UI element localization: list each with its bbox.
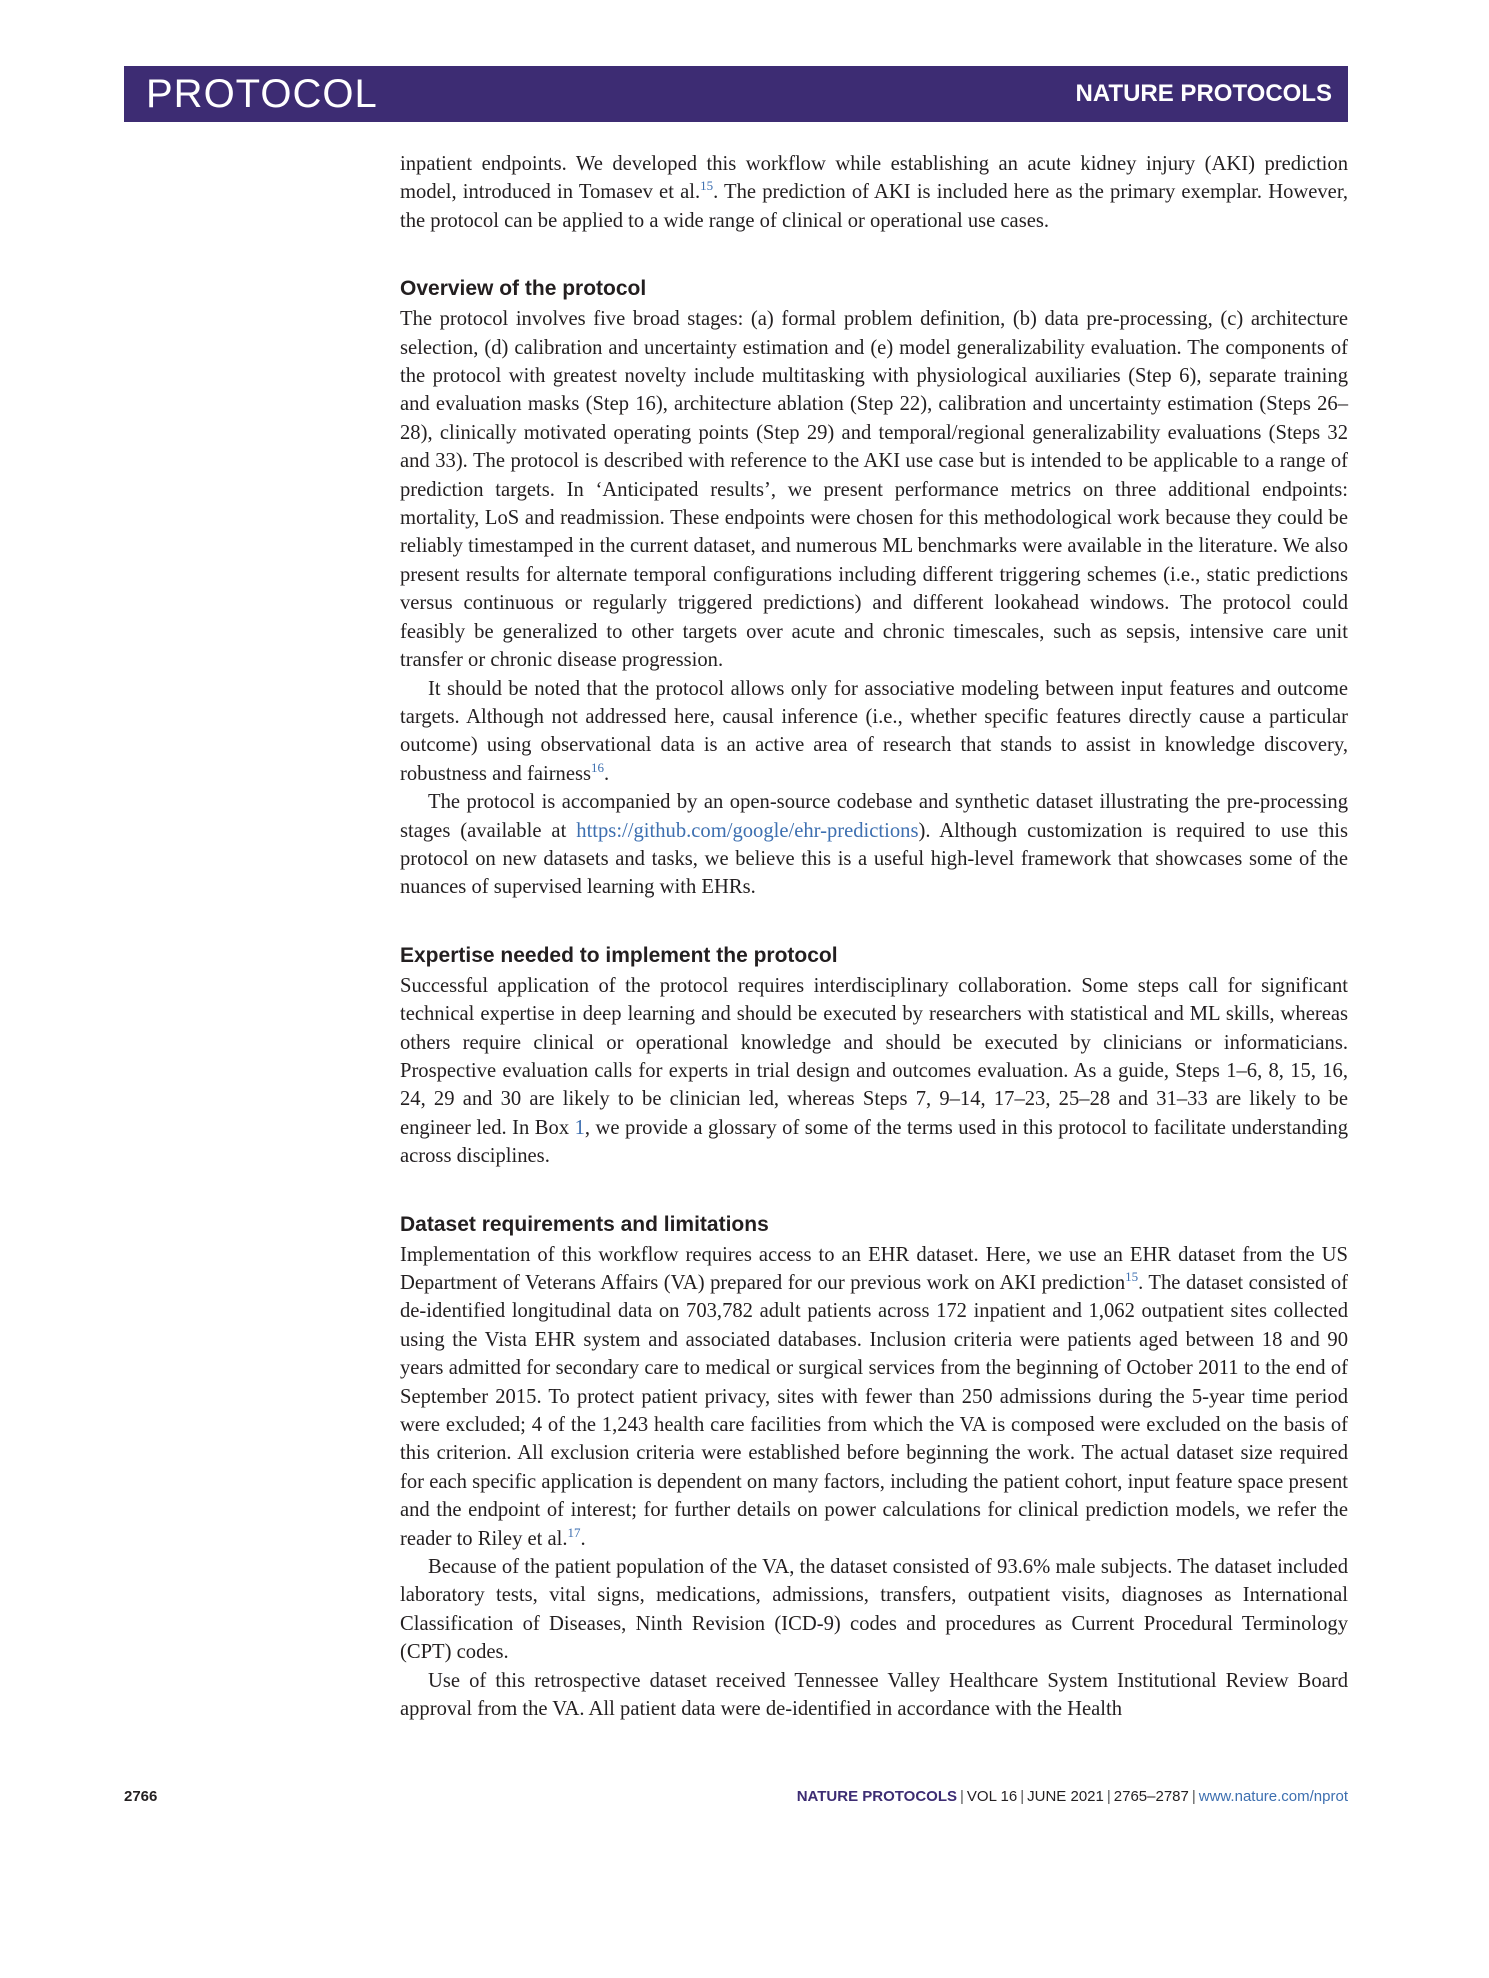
dataset-paragraph-1: Implementation of this workflow requires access to an EHR dataset. Here, we use an EHR dataset from the US Department of Veterans Affairs (VA) prepared for our previous work on AKI prediction$^{15}$. The dataset consisted of de-identified longitudinal data on 703,782 adult patients across 172 inpatient and 1,062 outpatient sites collected using the Vista EHR system and associated databases. Inclusion criteria were patients aged between 18 and 90 years admitted for secondary care to medical or surgical services from the beginning of October 2011 to the end of September 2015. To protect patient privacy, sites with fewer than 250 admissions during the 5-year time period were excluded; 4 of the 1,243 health care facilities from which the VA is composed were excluded on the basis of this criterion. All exclusion criteria were established before beginning the work. The actual dataset size required for each specific application is dependent on many factors, including the patient cohort, input feature space present and the endpoint of interest; for further details on power calculations for clinical prediction models, we refer the reader to Riley et al.$^{17}$.	[400, 1243, 1348, 1550]
article-type-label: PROTOCOL	[146, 72, 378, 116]
box-link[interactable]: 1	[574, 1116, 585, 1139]
dataset-paragraph-3: Use of this retrospective dataset received Tennessee Valley Healthcare System Institutional Review Board approval from the VA. All patient data were de-identified in accordance with the Health	[400, 1669, 1348, 1721]
footer-pages: 2765–2787	[1113, 1788, 1189, 1805]
github-link[interactable]: https://github.com/google/ehr-predictions	[576, 819, 919, 842]
journal-name: NATURE PROTOCOLS	[1075, 80, 1332, 107]
footer-url-link[interactable]: www.nature.com/nprot	[1198, 1788, 1348, 1805]
footer-volume: VOL 16	[966, 1788, 1018, 1805]
reference-link[interactable]: 15	[700, 178, 714, 194]
section-heading-overview: Overview of the protocol	[400, 277, 647, 301]
overview-paragraph-1: The protocol involves five broad stages: (a) formal problem definition, (b) data pre-processing, (c) architecture selection, (d) calibration and uncertainty estimation and (e) model generalizability evaluation. The components of the protocol with greatest novelty include multitasking with physiological auxiliaries (Step 6), separate training and evaluation masks (Step 16), architecture ablation (Step 22), calibration and uncertainty estimation (Steps 26–28), clinically motivated operating points (Step 29) and temporal/regional generalizability evaluations (Steps 32 and 33). The protocol is described with reference to the AKI use case but is intended to be applicable to a range of prediction targets. In ‘Anticipated results’, we present performance metrics on three additional endpoints: mortality, LoS and readmission. These endpoints were chosen for this methodological work because they could be reliably timestamped in the current dataset, and numerous ML benchmarks were available in the literature. We also present results for alternate temporal configurations including different triggering schemes (i.e., static predictions versus continuous or regularly triggered predictions) and different lookahead windows. The protocol could feasibly be generalized to other targets over acute and chronic timescales, such as sepsis, intensive care unit transfer or chronic disease progression.	[400, 308, 1348, 672]
running-header	[124, 66, 1348, 122]
footer-citation: NATURE PROTOCOLS | VOL 16 | JUNE 2021 | 2765–2787 | www.nature.com/nprot	[796, 1788, 1348, 1805]
page-number: 2766	[124, 1788, 158, 1805]
footer-journal: NATURE PROTOCOLS	[796, 1788, 958, 1805]
expertise-paragraph: Successful application of the protocol requires interdisciplinary collaboration. Some steps call for significant technical expertise in deep learning and should be executed by researchers with statistical and ML skills, whereas others require clinical or operational knowledge and should be executed by clinicians or informaticians. Prospective evaluation calls for experts in trial design and outcomes evaluation. As a guide, Steps 1–6, 8, 15, 16, 24, 29 and 30 are likely to be clinician led, whereas Steps 7, 9–14, 17–23, 25–28 and 31–33 are likely to be engineer led. In Box 1, we provide a glossary of some of the terms used in this protocol to facilitate understanding across disciplines.	[400, 974, 1348, 1168]
reference-link[interactable]: 15	[1125, 1269, 1139, 1285]
section-heading-dataset: Dataset requirements and limitations	[400, 1212, 769, 1236]
footer-date: JUNE 2021	[1027, 1788, 1104, 1805]
overview-paragraph-3: The protocol is accompanied by an open-source codebase and synthetic dataset illustrating the pre-processing stages (available at https://github.com/google/ehr-predictions). Although customization is required to use this protocol on new datasets and tasks, we believe this is a useful high-level framework that showcases some of the nuances of supervised learning with EHRs.	[400, 791, 1348, 899]
section-heading-expertise: Expertise needed to implement the protocol	[400, 943, 838, 967]
reference-link[interactable]: 17	[567, 1524, 581, 1540]
reference-link[interactable]: 16	[591, 759, 605, 775]
main-text-column	[400, 150, 1348, 1724]
intro-paragraph: inpatient endpoints. We developed this workflow while establishing an acute kidney injury (AKI) prediction model, introduced in Tomasev et al.$^{15}$. The prediction of AKI is included here as the primary exemplar. However, the protocol can be applied to a wide range of clinical or operational use cases.	[400, 153, 1349, 232]
dataset-paragraph-2: Because of the patient population of the VA, the dataset consisted of 93.6% male subjects. The dataset included laboratory tests, vital signs, medications, admissions, transfers, outpatient visits, diagnoses as International Classification of Diseases, Ninth Revision (ICD-9) codes and procedures as Current Procedural Terminology (CPT) codes.	[400, 1556, 1348, 1664]
page-footer	[124, 1786, 1348, 1810]
overview-paragraph-2: It should be noted that the protocol allows only for associative modeling between input features and outcome targets. Although not addressed here, causal inference (i.e., whether specific features directly cause a particular outcome) using observational data is an active area of research that stands to assist in knowledge discovery, robustness and fairness$^{16}$.	[400, 677, 1348, 785]
